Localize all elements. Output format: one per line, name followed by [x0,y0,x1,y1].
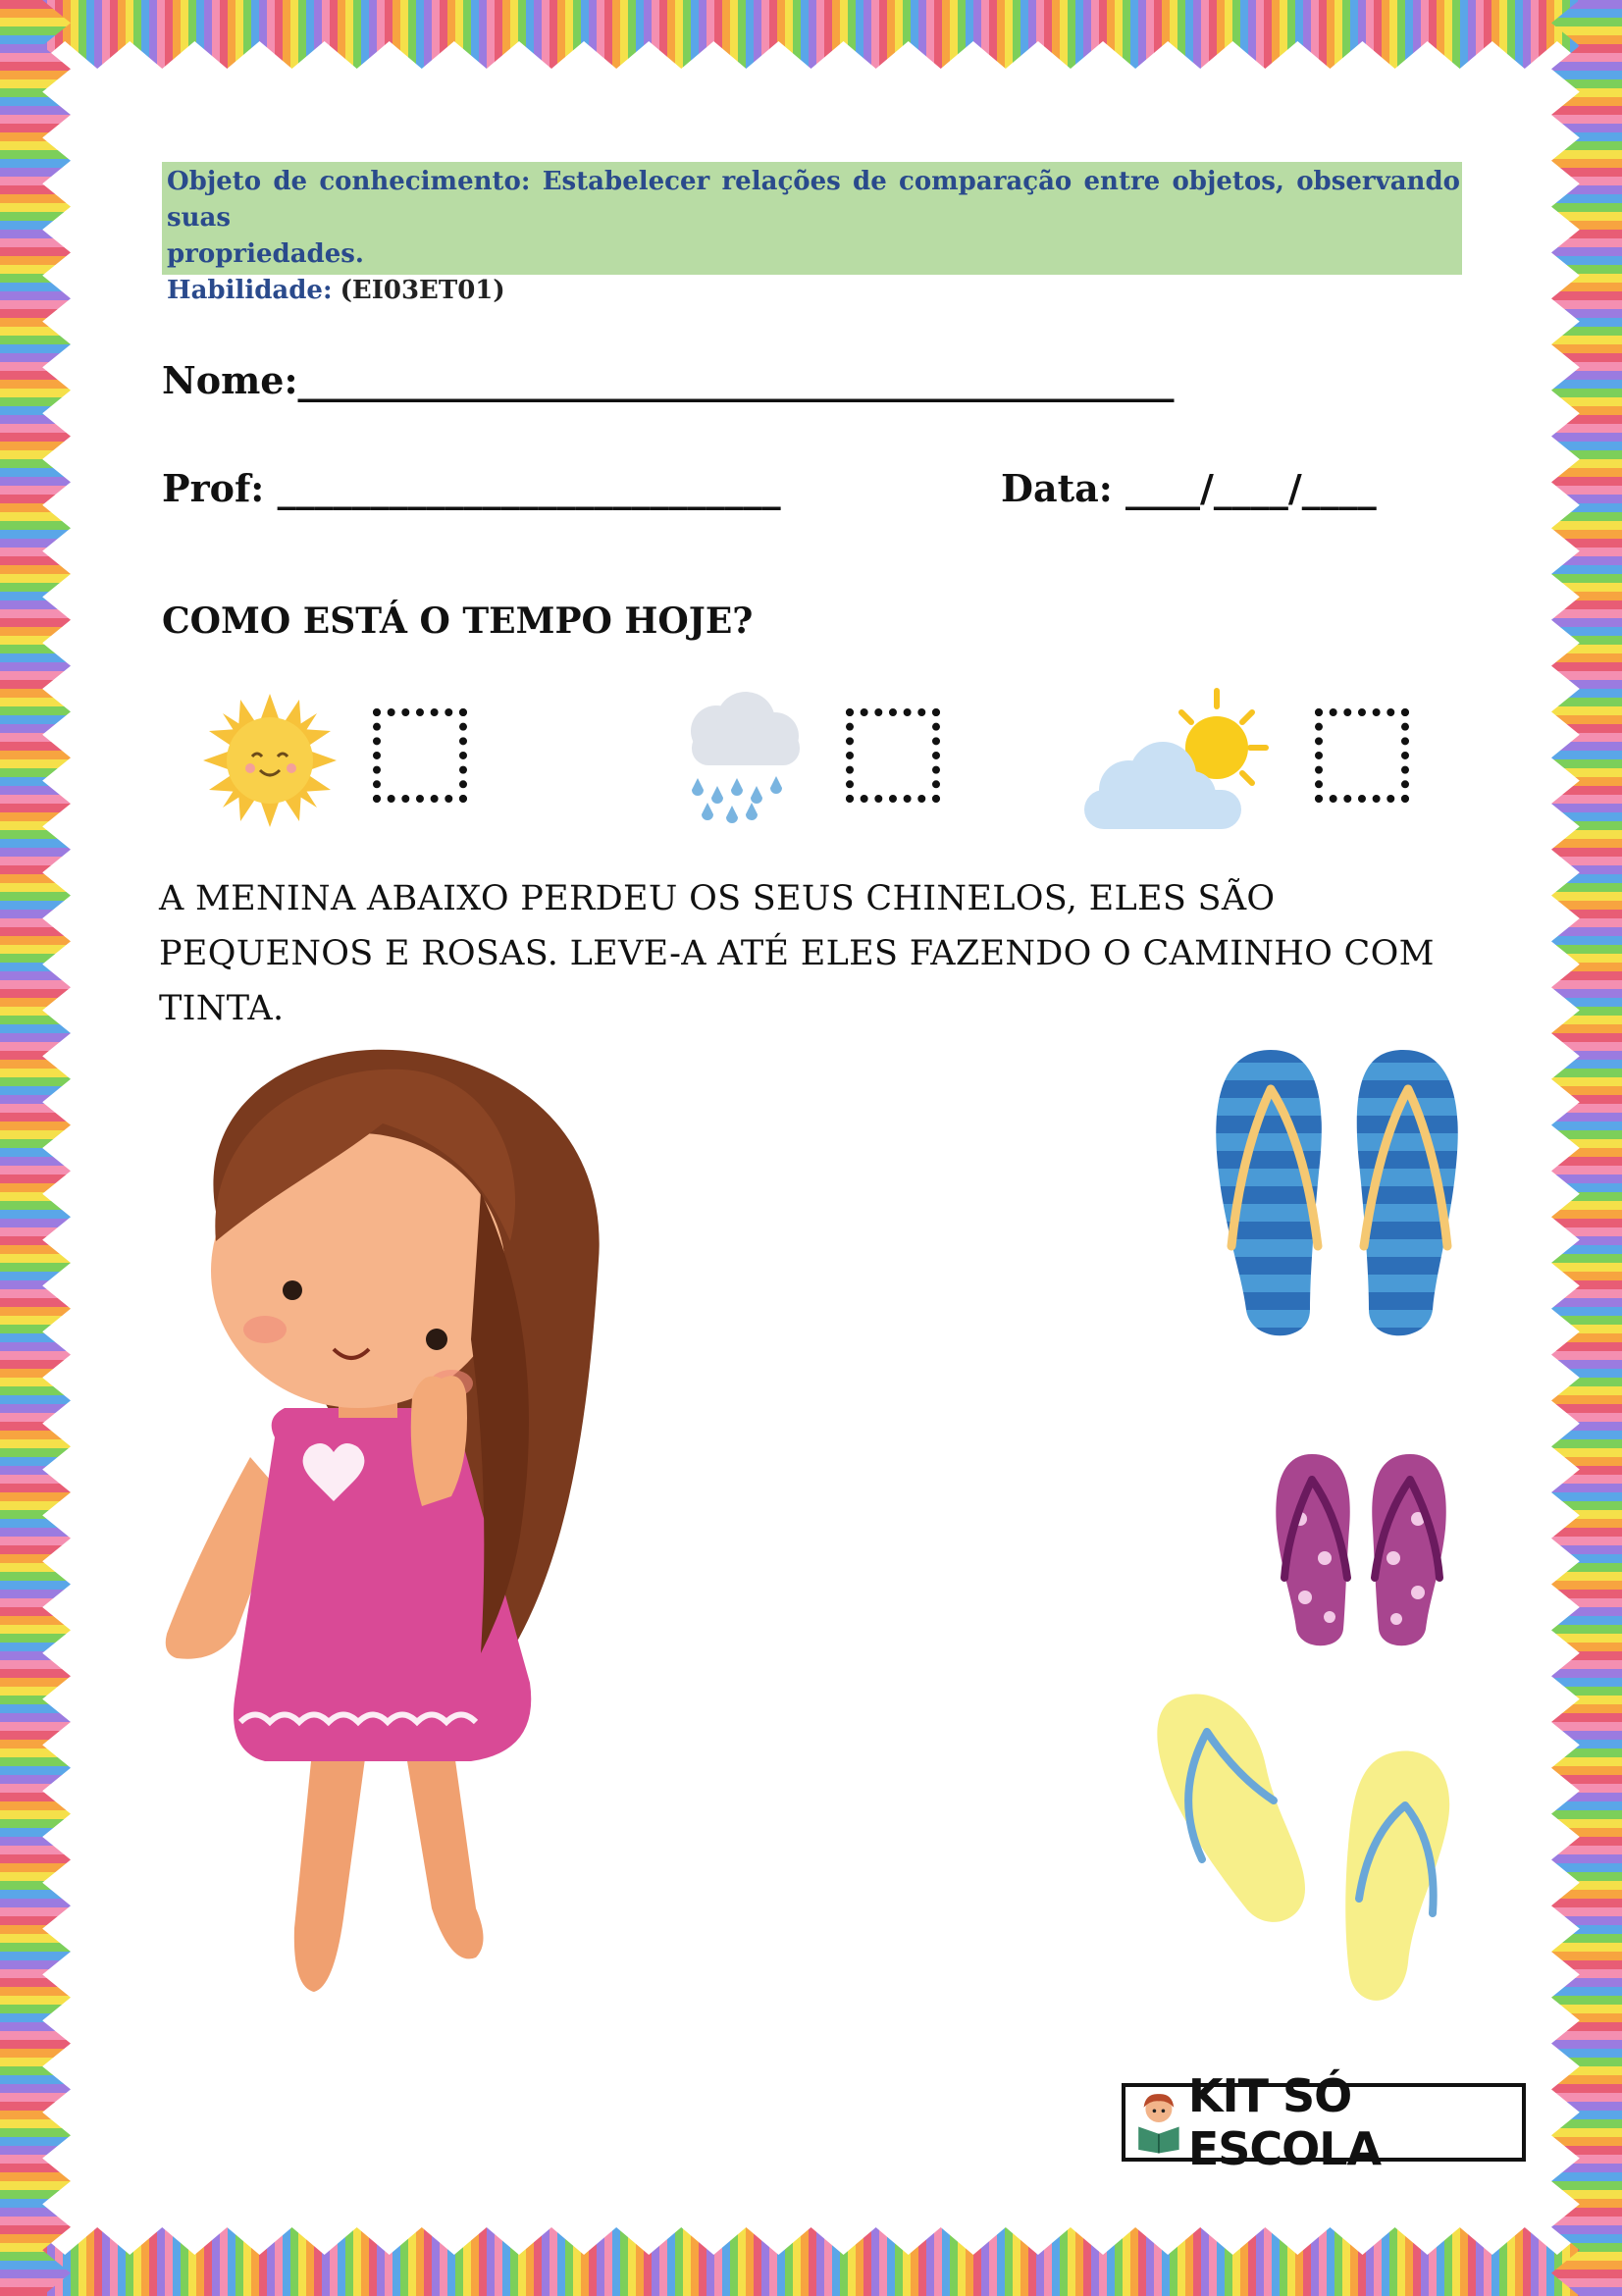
pencil-border-left [0,0,71,2296]
kit-so-escola-logo [1122,2069,1526,2175]
sun-behind-cloud-icon [1079,687,1276,834]
objective-label: Objeto de conhecimento: [167,167,531,196]
rain-cloud-icon [672,692,810,829]
pencil-border-right [1551,0,1622,2296]
date-label: Data: [1001,466,1113,510]
skill-label: Habilidade: [167,276,333,305]
pink-flip-flops-icon [1271,1450,1452,1651]
objective-text: Estabelecer relações de comparação entre objetos, observando suas [167,167,1460,233]
smiling-sun-icon [201,692,339,829]
partly-cloudy-checkbox[interactable] [1315,708,1409,803]
name-label: Nome: [162,358,298,402]
logo-text: KIT SÓ ESCOLA [1187,2069,1382,2175]
yellow-flip-flops-icon [1148,1688,1462,2011]
weather-question: COMO ESTÁ O TEMPO HOJE? [162,600,754,642]
skill-code: (EI03ET01) [340,276,505,305]
prof-field[interactable] [162,466,781,510]
objective-line [167,164,1462,236]
prof-label: Prof: [162,466,265,510]
prof-line[interactable]: ___________________________ [277,466,781,510]
date-line[interactable]: ____/____/____ [1125,466,1377,510]
date-field[interactable] [1001,466,1377,510]
name-field[interactable] [162,358,1175,402]
name-line[interactable]: _______________________________________________ [297,358,1175,402]
girl-illustration [157,1045,608,2007]
sunny-checkbox[interactable] [373,708,467,803]
rainy-checkbox[interactable] [846,708,940,803]
pencil-border-bottom [0,2227,1622,2296]
blue-flip-flops-icon [1212,1045,1467,1344]
objective-box [162,162,1462,305]
skill-line [167,273,1462,309]
reading-child-icon [1131,2088,1186,2157]
activity-instruction: A MENINA ABAIXO PERDEU OS SEUS CHINELOS, ELES SÃO PEQUENOS E ROSAS. LEVE-A ATÉ ELES FAZENDO O CAMINHO COM TINTA. [159,879,1435,1028]
objective-line-end: propriedades. [167,239,364,269]
pencil-border-top [0,0,1622,69]
